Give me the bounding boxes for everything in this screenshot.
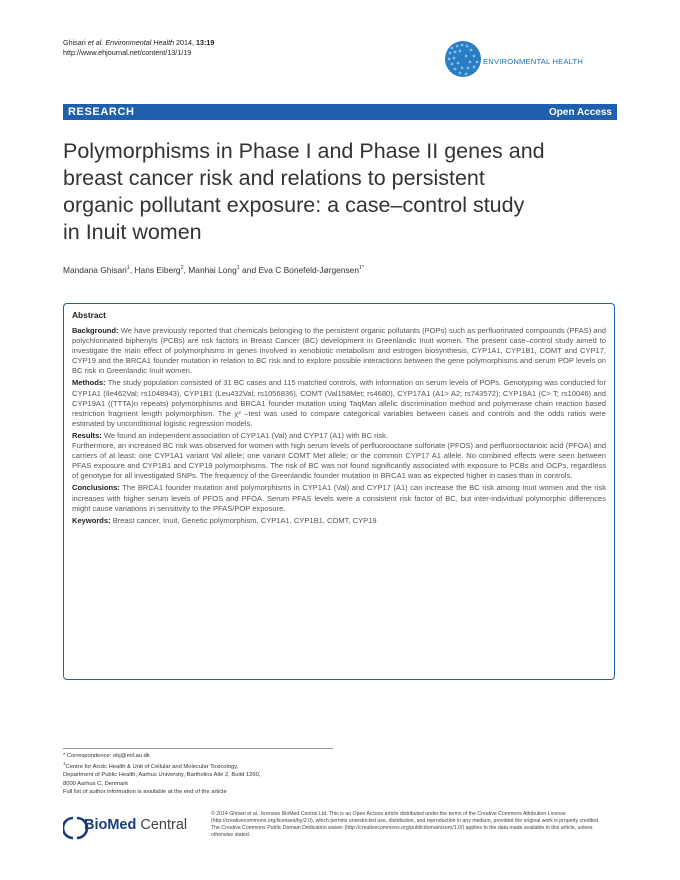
article-type-label: RESEARCH xyxy=(68,106,135,118)
footnote-divider xyxy=(63,748,333,749)
abstract-keywords: Keywords: Breast cancer, Inuit, Genetic polymorphism, CYP1A1, CYP1B1, COMT, CYP19 xyxy=(72,515,377,525)
abstract-background: Background: We have previously reported that chemicals belonging to the persistent organic pollutants (POPs) such as perfluorinated compounds (PFAS) and polychlorinated biphenyls (PCBs) are risk factors in Breast Cancer (BC) development in Greenlandic Inuit women. The present case–control study aimed to investigate the main effect of polymorphisms in genes involved in xenobiotic metabolism and estrogen biosynthesis, CYP1A1, CYP1B1, COMT and CYP17, CYP19 and the BRCA1 founder mutation in relation to BC risk and to explore possible interactions between the gene polymorphisms and serum POP levels on BC risk in Greenlandic Inuit women. xyxy=(72,326,606,376)
affiliation: $^1$Centre for Arctic Health & Unit of Cellular and Molecular Toxicology, xyxy=(63,761,239,771)
abstract-results: Results: We found an independent association of CYP1A1 (Val) and CYP17 (A1) with BC risk. xyxy=(72,430,389,440)
article-title: Polymorphisms in Phase I and Phase II genes and breast cancer risk and relations to persistent organic pollutant exposure: a case–control study in Inuit women xyxy=(63,139,545,244)
abstract-heading: Abstract xyxy=(72,310,106,320)
publisher-logo-text: BioMed Central xyxy=(84,817,188,833)
citation-header xyxy=(63,38,214,57)
abstract-methods: Methods: The study population consisted of 31 BC cases and 115 matched controls, with information on serum levels of POPs. Genotyping was conducted for CYP1A1 (Ile462Val; rs1048943), CYP1B1 (Leu432Val; rs1056836), COMT (Val158Met; rs4680), CYP17A1 (A1> A2; rs743572); CYP19A1 (C> T; rs10046) and CYP19A1 ((TTTA)n repeats) polymorphisms and BRCA1 founder mutation using TaqMan allelic discrimination method and polymerase chain reaction based restriction fragment length polymorphism. The χ² –test was used to compare categorical variables between cases and controls and the odds ratios were estimated by unconditional logistic regression models. xyxy=(72,378,606,428)
open-access-label: Open Access xyxy=(549,106,612,118)
author-list: Mandana Ghisari$^1$, Hans Eiberg$^2$, Manhai Long$^1$ and Eva C Bonefeld-Jørgensen$^{1*}$ xyxy=(63,265,365,275)
abstract-results-cont: Furthermore, an increased BC risk was observed for women with high serum levels of perfluorooctane sulfonate (PFOS) and perfluorooctanoic acid (PFOA) and carriers of at least: one CYP1A1 variant Val allele; one variant COMT Met allele; or the common CYP17 A1 allele. No combined effects were seen between PFAS exposure and CYP1B1 and CYP19 polymorphisms. The risk of BC was not found significantly associated with exposure to PCBs and OCPs, regardless of genotype for all investigated SNPs. The frequency of the Greenlandic founder mutation in BRCA1 was as expected higher in cases than in controls. xyxy=(72,441,606,481)
article-url[interactable]: http://www.ehjournal.net/content/13/1/19 xyxy=(63,47,192,57)
author-info-note: Full list of author information is available at the end of the article xyxy=(63,788,227,795)
abstract-box xyxy=(63,303,615,680)
journal-logo-text: ENVIRONMENTAL HEALTH xyxy=(483,57,584,66)
citation-line: Ghisari et al. Environmental Health 2014, 13:19 xyxy=(63,38,215,47)
license-text: © 2014 Ghisari et al.; licensee BioMed Central Ltd. This is an Open Access article distributed under the terms of the Creative Commons Attribution License (http://creativecommons.org/licenses/by/2.0), which permits unrestricted use, distribution, and reproduction in any medium, provided the original work is properly credited. The Creative Commons Public Domain Dedication waiver (http://creativecommons.org/publicdomain/zero/1.0/) applies to the data made available in this article, unless otherwise stated. xyxy=(211,811,600,838)
correspondence: * Correspondence: ebj@mil.au.dk xyxy=(63,753,150,759)
footnotes: * Correspondence: ebj@mil.au.dk $^1$Centre for Arctic Health & Unit of Cellular and Molecular Toxicology, Department of Public Health, Aarhus University, Bartholins Allé 2, Build 1260, 8000 Aarhus C, Denmark Full list of author information is available at the end of the article xyxy=(63,753,261,795)
abstract-conclusions: Conclusions: The BRCA1 founder mutation and polymorphisms in CYP1A1 (Val) and CYP17 (A1) can increase the BC risk among Inuit women and the risk increases with higher serum levels of PFOS and PFOA. Serum PFAS levels were a consistent risk factor of BC, but inter-individual polymorphic differences might cause variations in sensitivity to the PFAS/POP exposure. xyxy=(72,483,606,513)
article-type-bar xyxy=(63,104,617,120)
